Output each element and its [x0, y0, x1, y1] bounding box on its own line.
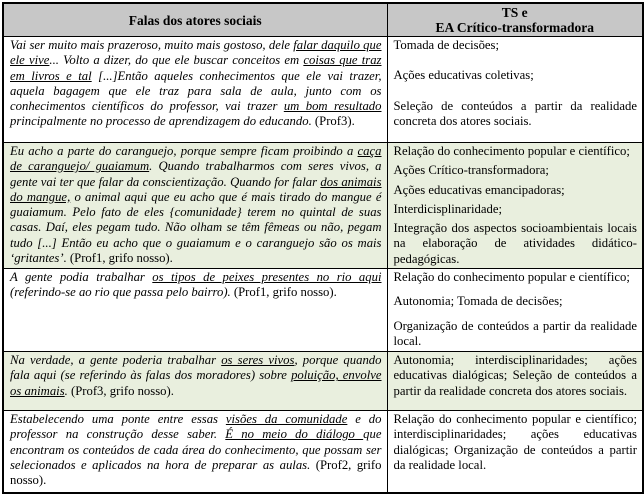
concept-item: Interdicisplinaridade; — [393, 201, 503, 216]
quote-text: e do professor na construção desse saber. — [10, 412, 382, 442]
quote-text: Eu acho a parte do caranguejo, porque sempre ficam proibindo a — [10, 144, 358, 158]
quote-attribution: (Prof3, grifo nosso). — [67, 383, 174, 398]
document-page — [0, 2, 644, 503]
quote-attribution: (Prof3). — [311, 114, 355, 129]
quote-text: A gente podia trabalhar — [10, 270, 153, 285]
quote-cell — [3, 143, 387, 269]
concept-item: Relação do conhecimento popular e científico; — [393, 270, 630, 285]
quote-text: principalmente no processo de aprendizagem do educando. — [10, 114, 312, 129]
quote-underlined-text: falar daquilo que ele vive — [10, 38, 382, 68]
quote-text: Estabelecendo uma ponte entre essas — [10, 412, 226, 427]
table-row — [3, 269, 643, 352]
header-row — [3, 3, 643, 37]
quote-attribution: (Prof1, grifo nosso). — [66, 251, 173, 266]
quote-text: o animal aqui que eu acho que é mais tirado do mangue é guaiamum. Pelo fato de eles {comunidade} terem no quintal de suas casas. Daí, eles pegam tudo. Não olham se têm fêmeas ou não, pegam tudo [...] Então eu acho que o guaiamum e o caranguejo são os mais ‘gritantes’. — [10, 189, 382, 266]
quote-cell — [3, 37, 387, 143]
quote-text: , porque quando fala aqui (se referindo às falas dos moradores) sobre — [10, 353, 382, 383]
concepts-cell — [387, 37, 643, 143]
quote-attribution: (Prof1, grifo nosso). — [230, 285, 337, 300]
quote-text: . — [64, 383, 68, 398]
concept-item: Autonomia; Tomada de decisões; — [393, 294, 563, 309]
concept-item: Ações educativas emancipadoras; — [393, 182, 565, 197]
quote-underlined-text: um bom resultado — [283, 99, 382, 114]
concepts-cell — [387, 352, 643, 411]
quote-text: Vai ser muito mais prazeroso, muito mais gostoso, dele — [10, 38, 294, 52]
concept-item: Relação do conhecimento popular e científico; — [393, 144, 630, 158]
quote-text: Na verdade, a gente poderia trabalhar — [10, 353, 222, 368]
table-row — [3, 352, 643, 411]
concepts-cell — [387, 269, 643, 352]
concept-item: Ações Crítico-transformadora; — [393, 163, 549, 178]
quote-underlined-text: visões da comunidade — [225, 412, 348, 427]
quote-underlined-text: dos animais do mangue, — [10, 174, 382, 204]
quote-text: que encontram os conteúdos de cada área do conhecimento, que possam ser selecionados e aplicados na hora de preparar as aulas. — [10, 427, 382, 472]
quote-underlined-text: poluição, envolve os animais — [10, 368, 382, 398]
quote-cell — [3, 352, 387, 411]
header-falas-atores-sociais: Falas dos atores sociais — [3, 3, 387, 37]
quote-text: ... Volto a dizer, do que ele buscar conceitos em — [49, 53, 304, 68]
quote-underlined-text: coisas que traz em livros e tal — [10, 53, 382, 83]
header-ts-line1: TS e — [501, 5, 528, 20]
quote-underlined-text: caça de caranguejo/ guaiamum — [10, 144, 382, 174]
concept-item: Ações educativas coletivas; — [393, 68, 534, 83]
quote-text: [...]Então aqueles conhecimentos que ele vai trazer, aquela bagagem que ele traz para sala de aula, junto com os conhecimentos científicos do professor, vai trazer — [10, 68, 382, 114]
concepts-cell — [387, 411, 643, 493]
concept-item: Organização de conteúdos a partir da realidade local. — [393, 318, 637, 348]
quote-cell — [3, 269, 387, 352]
quote-cell — [3, 411, 387, 493]
header-ts-ea — [387, 3, 643, 37]
table-row — [3, 143, 643, 269]
header-ts-line2: EA Crítico-transformadora — [435, 20, 595, 35]
concepts-cell — [387, 143, 643, 269]
concept-item: Autonomia; interdisciplinaridades; ações educativas dialógicas; Seleção de conteúdos a partir da realidade concreta dos atores sociais. — [393, 353, 637, 398]
table-body — [3, 37, 643, 493]
analysis-table — [2, 2, 644, 494]
quote-text: . Quando trabalharmos com seres vivos, a gente vai ter que falar da conscientização. Quando for falar — [10, 159, 382, 189]
quote-text: (referindo-se ao rio que passa pelo bairro). — [10, 285, 231, 300]
quote-attribution: (Prof2, grifo nosso). — [10, 457, 382, 488]
concept-item: Integração dos aspectos socioambientais locais na elaboração de atividades didático-pedagógicas. — [393, 221, 637, 266]
concept-item: Tomada de decisões; — [393, 38, 500, 52]
quote-underlined-text: os tipos de peixes presentes no rio aqui — [152, 270, 382, 285]
table-row — [3, 411, 643, 493]
quote-underlined-text: É no meio do diálogo — [225, 427, 364, 442]
concept-item: Seleção de conteúdos a partir da realidade concreta dos atores sociais. — [393, 98, 637, 128]
concept-item: Relação do conhecimento popular e científico; interdisciplinaridades; ações educativas dialógicas; Organização de conteúdos a partir da realidade local. — [393, 412, 637, 472]
table-row — [3, 37, 643, 143]
quote-underlined-text: os seres vivos — [221, 353, 295, 368]
